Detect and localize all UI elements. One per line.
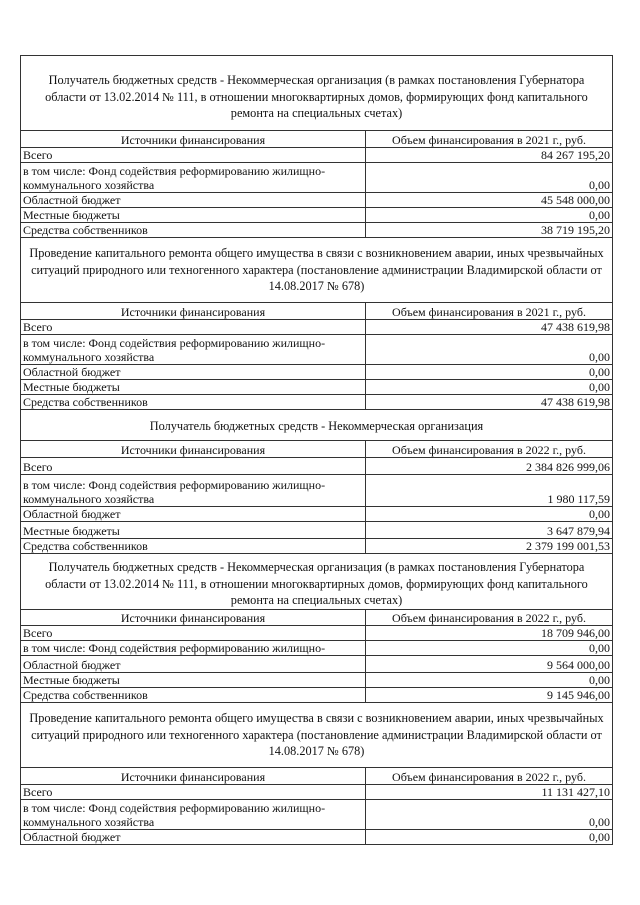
row-fund [21,641,613,656]
label-local: Местные бюджеты [21,380,366,395]
section-3-table [20,440,613,554]
label-total: Всего [21,626,366,641]
row-fund [21,475,613,507]
row-fund [21,800,613,830]
label-owners: Средства собственников [21,539,366,554]
value-local: 3 647 879,94 [366,522,613,539]
section-1-table [20,130,613,238]
value-local: 0,00 [366,380,613,395]
section-1-heading: Получатель бюджетных средств - Некоммерческая организация (в рамках постановления Губернатора области от 13.02.2014 № 111, в отношении многоквартирных домов, формирующих фонд капитального ремонта на специальных счетах) [45,73,588,120]
value-total: 2 384 826 999,06 [366,458,613,475]
header-source: Источники финансирования [21,303,366,320]
value-total: 11 131 427,10 [366,785,613,800]
row-local [21,380,613,395]
table-header-row [21,303,613,320]
header-volume: Объем финансирования в 2022 г., руб. [366,768,613,785]
label-owners: Средства собственников [21,395,366,410]
label-total: Всего [21,148,366,163]
header-source: Источники финансирования [21,610,366,626]
header-volume: Объем финансирования в 2021 г., руб. [366,303,613,320]
table-header-row [21,131,613,148]
value-fund: 0,00 [366,641,613,656]
section-5-heading: Проведение капитального ремонта общего имущества в связи с возникновением аварии, иных чрезвычайных ситуаций природного или техногенного характера (постановление администрации Владимирской области от 14.08.2017 № 678) [29,711,604,758]
label-local: Местные бюджеты [21,673,366,688]
label-owners: Средства собственников [21,688,366,703]
row-total [21,626,613,641]
row-owners [21,223,613,238]
section-3-heading: Получатель бюджетных средств - Некоммерческая организация [149,419,484,433]
label-local: Местные бюджеты [21,522,366,539]
section-2-table [20,302,613,410]
value-owners: 38 719 195,20 [366,223,613,238]
label-fund: в том числе: Фонд содействия реформированию жилищно- [21,641,366,656]
section-2-heading: Проведение капитального ремонта общего имущества в связи с возникновением аварии, иных чрезвычайных ситуаций природного или техногенного характера (постановление администрации Владимирской области от 14.08.2017 № 678) [29,246,604,293]
row-owners [21,395,613,410]
value-owners: 2 379 199 001,53 [366,539,613,554]
row-fund [21,335,613,365]
value-regional: 0,00 [366,830,613,845]
row-regional [21,507,613,522]
table-header-row [21,610,613,626]
value-owners: 47 438 619,98 [366,395,613,410]
label-owners: Средства собственников [21,223,366,238]
row-regional [21,656,613,673]
section-4-table [20,609,613,703]
label-regional: Областной бюджет [21,656,366,673]
label-regional: Областной бюджет [21,830,366,845]
value-regional: 0,00 [366,507,613,522]
value-regional: 0,00 [366,365,613,380]
label-regional: Областной бюджет [21,507,366,522]
label-local: Местные бюджеты [21,208,366,223]
label-total: Всего [21,785,366,800]
row-local [21,208,613,223]
header-volume: Объем финансирования в 2021 г., руб. [366,131,613,148]
header-source: Источники финансирования [21,441,366,458]
value-total: 18 709 946,00 [366,626,613,641]
row-total [21,148,613,163]
value-total: 84 267 195,20 [366,148,613,163]
row-regional [21,365,613,380]
row-local [21,673,613,688]
label-total: Всего [21,320,366,335]
table-header-row [21,768,613,785]
value-regional: 9 564 000,00 [366,656,613,673]
value-regional: 45 548 000,00 [366,193,613,208]
header-source: Источники финансирования [21,131,366,148]
row-total [21,458,613,475]
value-fund: 0,00 [366,800,613,830]
row-local [21,522,613,539]
value-local: 0,00 [366,673,613,688]
header-source: Источники финансирования [21,768,366,785]
value-fund: 0,00 [366,163,613,193]
section-5-table [20,767,613,845]
row-owners [21,539,613,554]
row-total [21,320,613,335]
value-fund: 1 980 117,59 [366,475,613,507]
header-volume: Объем финансирования в 2022 г., руб. [366,610,613,626]
label-regional: Областной бюджет [21,365,366,380]
row-regional [21,193,613,208]
label-fund: в том числе: Фонд содействия реформированию жилищно- коммунального хозяйства [21,335,366,365]
row-regional [21,830,613,845]
label-fund: в том числе: Фонд содействия реформированию жилищно- коммунального хозяйства [21,163,366,193]
row-total [21,785,613,800]
value-fund: 0,00 [366,335,613,365]
value-local: 0,00 [366,208,613,223]
label-fund: в том числе: Фонд содействия реформированию жилищно- коммунального хозяйства [21,475,366,507]
section-4-heading: Получатель бюджетных средств - Некоммерческая организация (в рамках постановления Губернатора области от 13.02.2014 № 111, в отношении многоквартирных домов, формирующих фонд капитального ремонта на специальных счетах) [45,560,588,607]
table-header-row [21,441,613,458]
value-total: 47 438 619,98 [366,320,613,335]
value-owners: 9 145 946,00 [366,688,613,703]
row-fund [21,163,613,193]
row-owners [21,688,613,703]
label-fund: в том числе: Фонд содействия реформированию жилищно- коммунального хозяйства [21,800,366,830]
header-volume: Объем финансирования в 2022 г., руб. [366,441,613,458]
label-regional: Областной бюджет [21,193,366,208]
label-total: Всего [21,458,366,475]
